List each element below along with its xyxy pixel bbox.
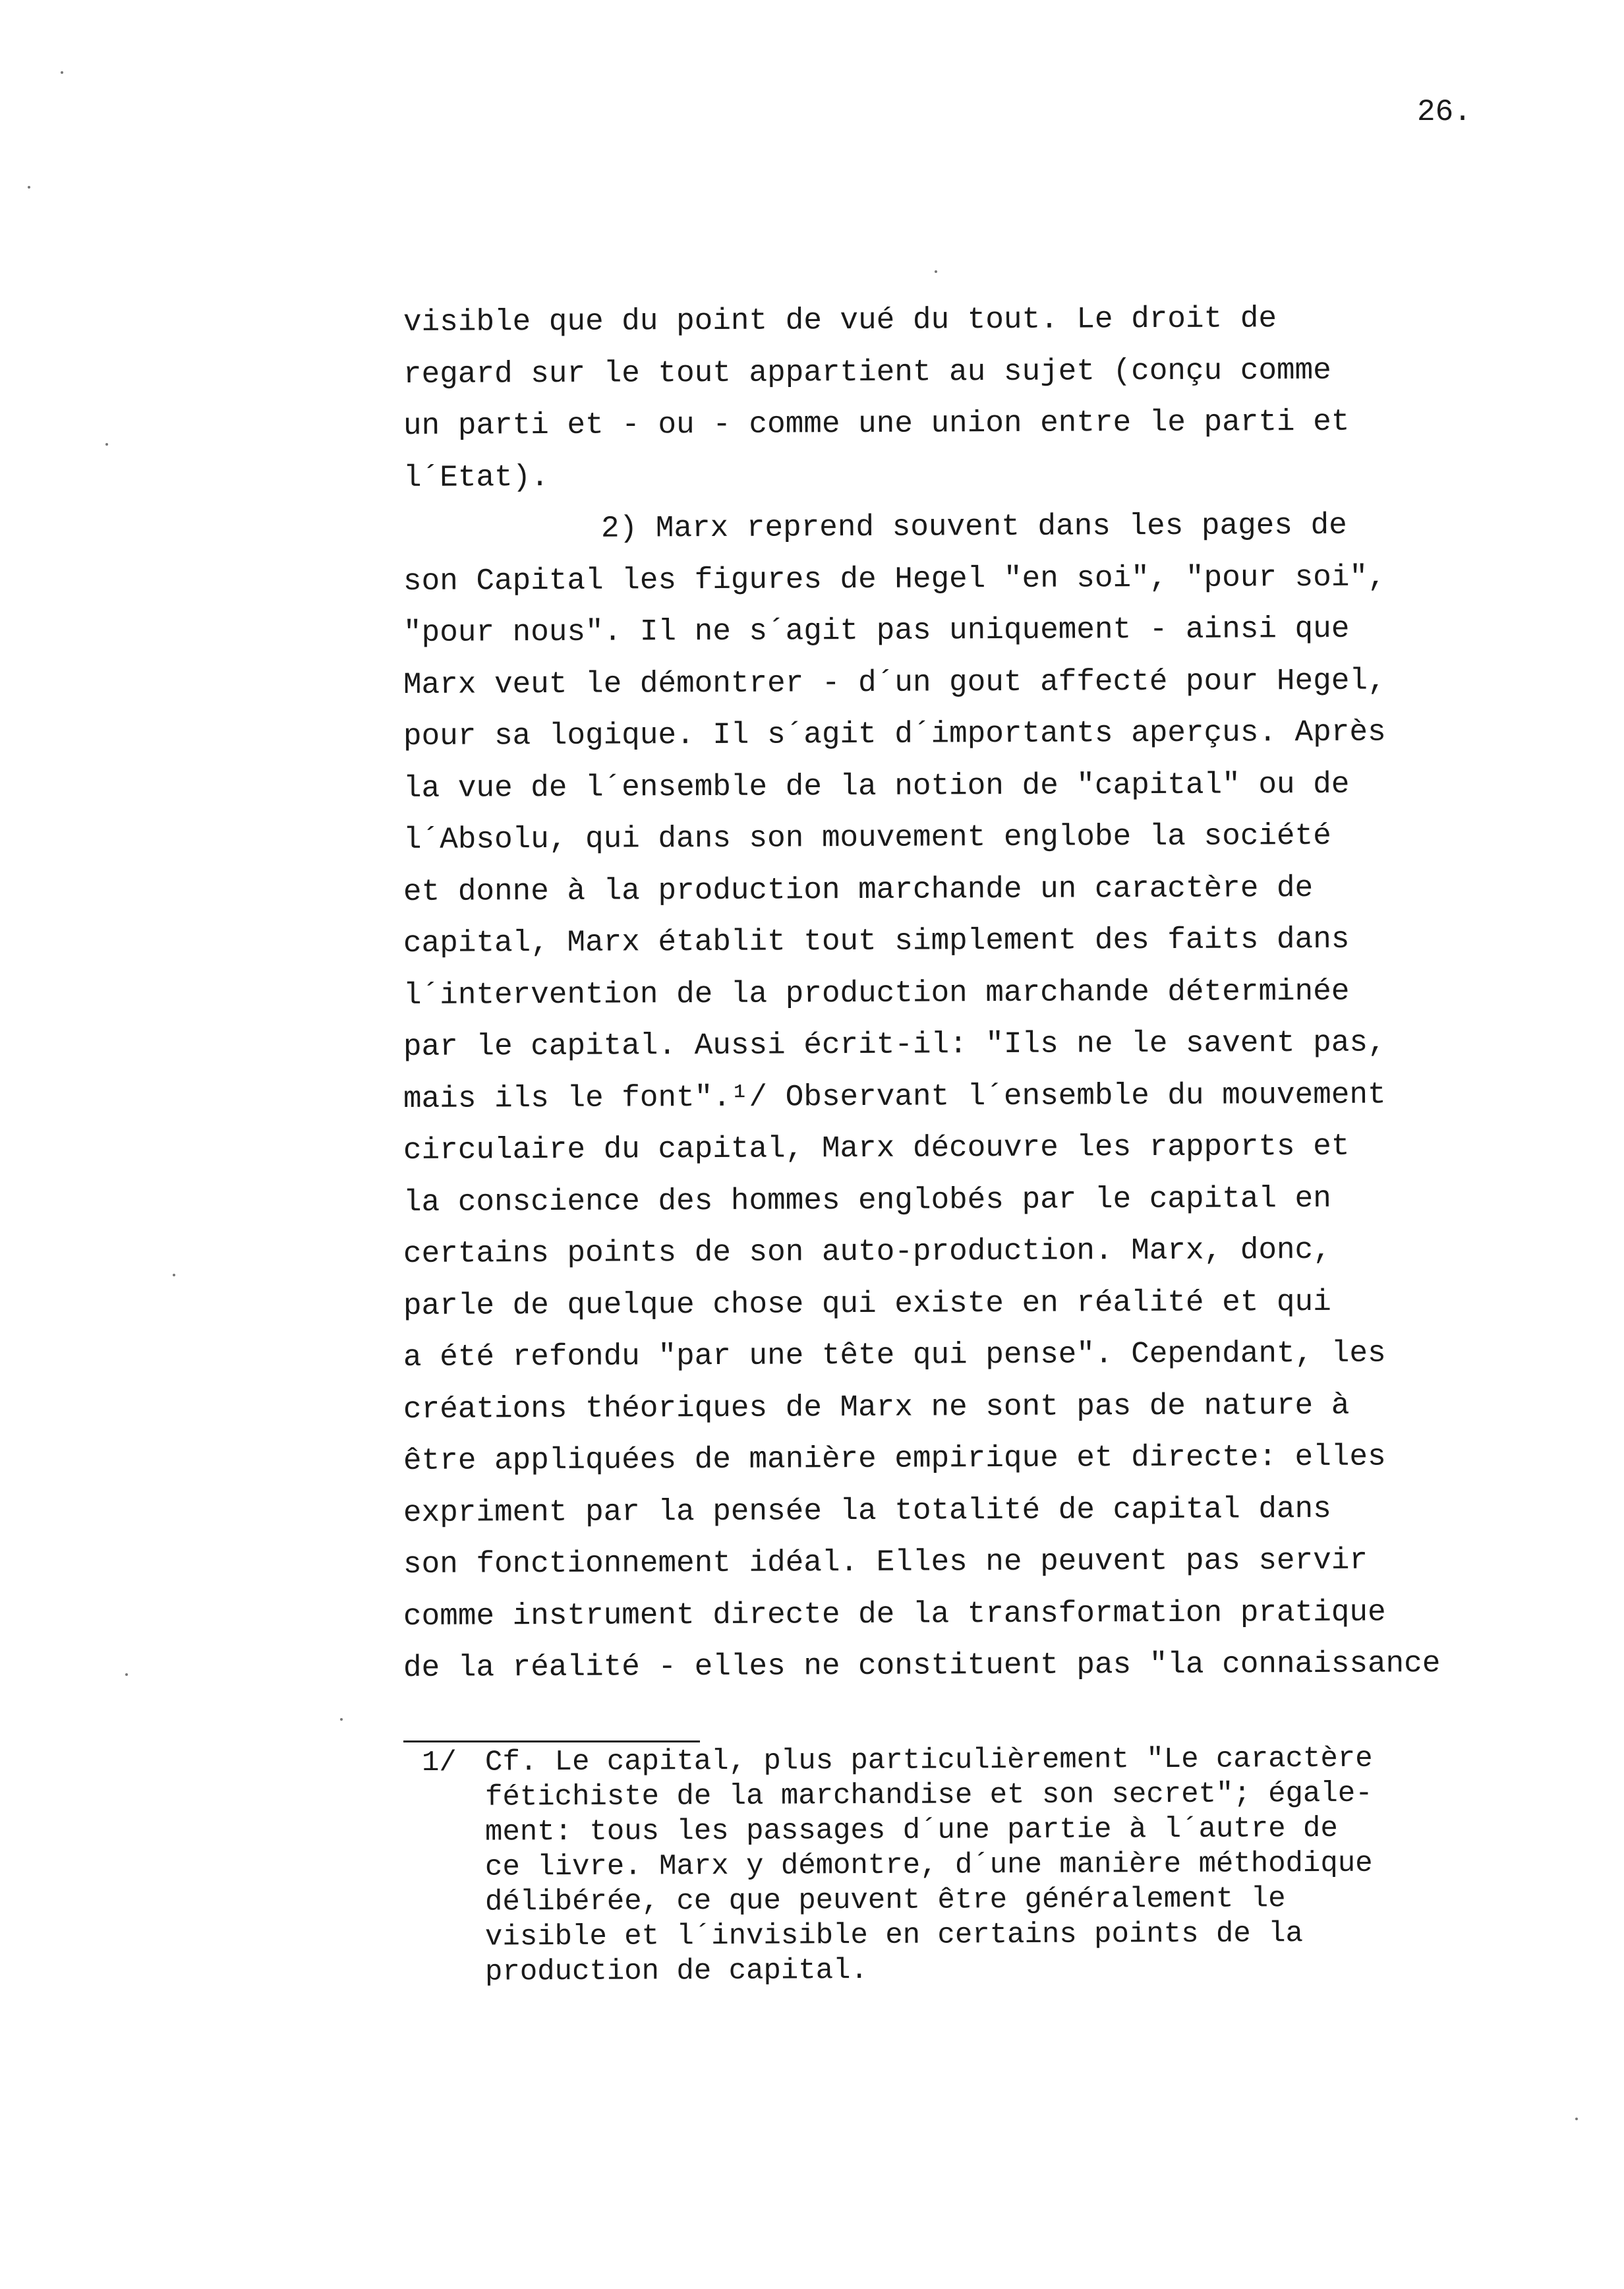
footnote-marker: 1/ [422,1746,457,1779]
body-line: et donne à la production marchande un caractère de [403,870,1314,909]
body-line: être appliquées de manière empirique et directe: elles [403,1439,1386,1478]
footnote-line: Cf. Le capital, plus particulièrement "Le caractère [484,1742,1373,1779]
footnote-line: fétichiste de la marchandise et son secret"; égale- [484,1777,1373,1814]
scan-speck [173,1274,175,1276]
scan-speck [935,270,937,273]
body-line: la vue de l´ensemble de la notion de "capital" ou de [403,767,1350,806]
footnote-line: délibérée, ce que peuvent être généralement le [484,1882,1286,1919]
body-line: l´Etat). [403,460,549,495]
body-line: son fonctionnement idéal. Elles ne peuvent pas servir [403,1543,1368,1582]
body-line: 2) Marx reprend souvent dans les pages de [600,508,1347,546]
footnote [422,1742,1582,1990]
footnote-separator [403,1740,700,1742]
body-line: son Capital les figures de Hegel "en soi", "pour soi", [403,559,1386,599]
body-line: mais ils le font".¹/ Observant l´ensemble du mouvement [403,1077,1386,1116]
body-line: Marx veut le démontrer - d´un gout affecté pour Hegel, [403,663,1386,702]
body-line: comme instrument directe de la transformation pratique [403,1594,1386,1634]
scan-speck [125,1673,128,1676]
body-line: un parti et - ou - comme une union entre le parti et [403,404,1350,443]
body-line: créations théoriques de Marx ne sont pas de nature à [403,1388,1350,1427]
body-line: l´intervention de la production marchande déterminée [403,974,1350,1013]
scan-speck [28,186,30,189]
body-line: la conscience des hommes englobés par le capital en [403,1181,1331,1220]
body-line: circulaire du capital, Marx découvre les rapports et [403,1129,1350,1168]
body-line: a été refondu "par une tête qui pense". Cependant, les [403,1336,1386,1375]
body-line: regard sur le tout appartient au sujet (conçu comme [403,353,1331,392]
body-line: par le capital. Aussi écrit-il: "Ils ne le savent pas, [403,1025,1386,1064]
body-line: "pour nous". Il ne s´agit pas uniquement - ainsi que [403,611,1350,650]
footnote-line: ment: tous les passages d´une partie à l´autre de [484,1812,1338,1849]
scan-speck [61,71,63,74]
body-line: visible que du point de vué du tout. Le droit de [403,301,1277,340]
body-line: expriment par la pensée la totalité de capital dans [403,1491,1331,1530]
body-text [403,297,1577,1694]
page-number: 26. [1417,95,1472,129]
footnote-line: ce livre. Marx y démontre, d´une manière méthodique [484,1847,1373,1884]
body-line: pour sa logique. Il s´agit d´importants aperçus. Après [403,715,1386,754]
body-line: capital, Marx établit tout simplement des faits dans [403,922,1350,961]
scan-speck [105,443,108,446]
scan-speck [340,1718,343,1721]
body-line: de la réalité - elles ne constituent pas "la connaissance [403,1646,1441,1685]
footnote-line: production de capital. [484,1954,869,1989]
body-line: parle de quelque chose qui existe en réalité et qui [403,1284,1331,1323]
footnote-line: visible et l´invisible en certains points de la [484,1917,1304,1954]
body-line: certains points de son auto-production. Marx, donc, [403,1232,1331,1271]
scan-speck [1575,2118,1578,2120]
body-line: l´Absolu, qui dans son mouvement englobe la société [403,818,1331,857]
